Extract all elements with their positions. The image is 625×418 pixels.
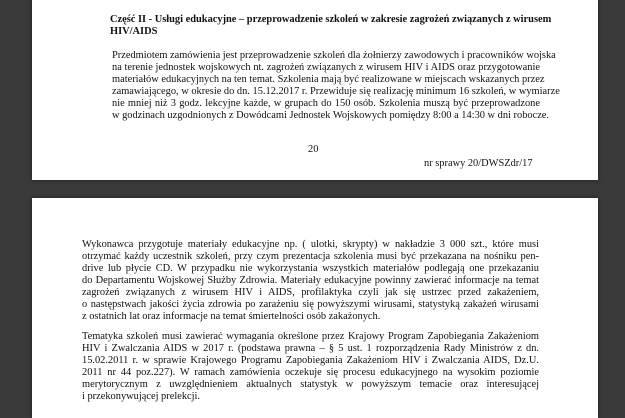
text-line: zamawiającego, w okresie do dn. 15.12.2017 r. Przewiduje się realizację minimum 16 szkoleń, w wymiarze [112, 86, 560, 97]
text-line: merytorycznym z uwzględnieniem aktualnych statystyk w powyższym temacie oraz interesującej [82, 379, 539, 390]
text-line: 2011 nr 44 poz.227). W ramach zamówienia oczekuje się procesu edukacyjnego na wysokim poziomie [82, 367, 539, 378]
document-page-bottom [32, 198, 598, 418]
text-line: HIV i Zwalczania AIDS w 2017 r. (podstawa prawna – § 5 ust. 1 rozporządzenia Rady Ministrów z dn. [82, 343, 539, 354]
text-line: i przekonywującej prelekcji. [82, 391, 200, 402]
text-line: otrzymać każdy uczestnik szkoleń, przy czym prezentacja szkolenia musi być przekazana na nośniku pen- [82, 251, 539, 262]
section-heading: Część II - Usługi edukacyjne – przeprowadzenie szkoleń w zakresie zagrożeń związanych z wirusem [110, 14, 552, 25]
text-line: na terenie jednostek wojskowych nt. zagrożeń związanych z wirusem HIV i AIDS oraz przygotowanie [112, 62, 540, 73]
page-number: 20 [308, 144, 319, 155]
text-line: materiałów edukacyjnych na ten temat. Szkolenia mają być realizowane w miejscach wskazanych przez [112, 74, 545, 85]
text-line: o następstwach jakości życia zdrowia po zarażeniu się powyższymi wirusami, statystyką zakażeń wirusami [82, 299, 539, 310]
text-line: 15.02.2011 r. w sprawie Krajowego Programu Zapobiegania Zakażeniom HIV i Zwalczania AIDS, Dz.U. [82, 355, 539, 366]
case-number: nr sprawy 20/DWSZdr/17 [424, 158, 533, 169]
text-line: Tematyka szkoleń musi zawierać wymagania określone przez Krajowy Program Zapobiegania Zakażeniom [82, 331, 539, 342]
text-line: Wykonawca przygotuje materiały edukacyjne np. ( ulotki, skrypty) w nakładzie 3 000 szt., które musi [82, 239, 539, 250]
text-line: nie mniej niż 3 godz. lekcyjne każde, w grupach do 150 osób. Szkolenia muszą być przeprowadzone [112, 98, 540, 109]
text-line: z ostatnich lat oraz informacje na temat śmiertelności osób zakażonych. [82, 311, 381, 322]
text-line: Przedmiotem zamówienia jest przeprowadzenie szkoleń dla żołnierzy zawodowych i pracowników wojska [112, 50, 556, 61]
text-line: drive lub płycie CD. W przypadku nie wykorzystania wszystkich materiałów podlegają one przekazaniu [82, 263, 539, 274]
text-line: do Departamentu Wojskowej Służby Zdrowia. Materiały edukacyjne powinny zawierać informacje na temat [82, 275, 539, 286]
text-line: zagrożeń związanych z wirusem HIV i AIDS, profilaktyka czyli jak się ustrzec przed zakażeniem, [82, 287, 539, 298]
text-line: w godzinach uzgodnionych z Dowódcami Jednostek Wojskowych pomiędzy 8:00 a 14:30 w dni robocze. [112, 110, 550, 121]
document-page-top [32, 0, 598, 180]
section-heading-continued: HIV/AIDS [110, 26, 158, 37]
